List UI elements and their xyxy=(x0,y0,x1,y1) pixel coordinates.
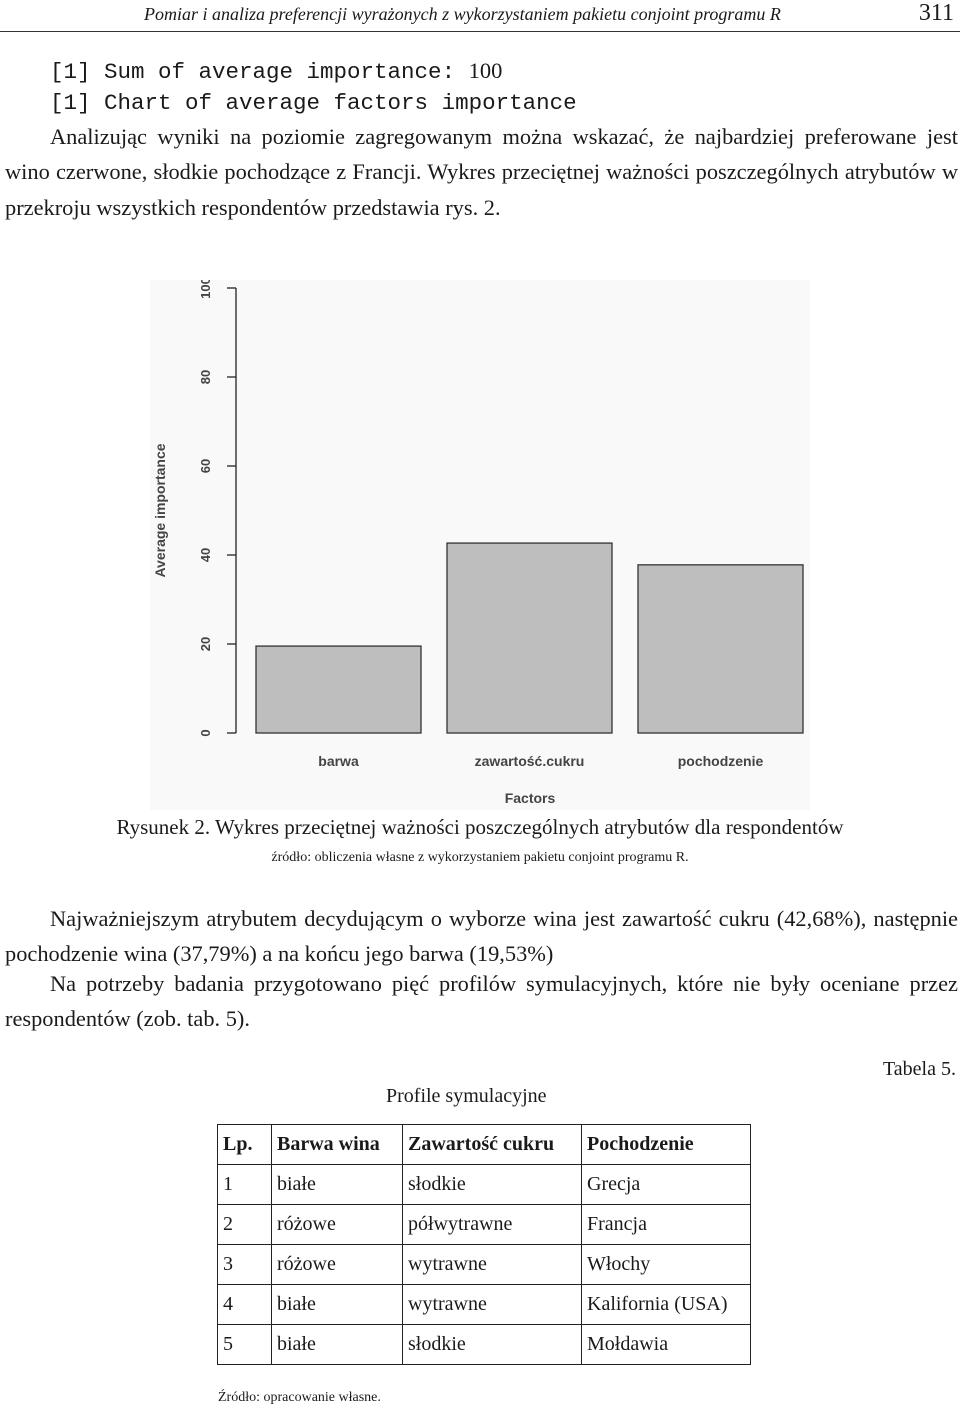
table-row xyxy=(218,1165,751,1205)
bar-1 xyxy=(256,646,421,733)
table-header-row xyxy=(218,1125,751,1165)
y-tick-label: 100 xyxy=(198,280,213,299)
table-cell: Kalifornia (USA) xyxy=(582,1285,751,1325)
running-title: Pomiar i analiza preferencji wyrażonych z wykorzystaniem pakietu conjoint programu R xyxy=(144,4,781,24)
table-row xyxy=(218,1285,751,1325)
y-tick-label: 0 xyxy=(198,729,213,737)
table-cell: białe xyxy=(272,1285,403,1325)
table-row xyxy=(218,1205,751,1245)
importance-chart-svg xyxy=(150,280,810,810)
console-line-sum xyxy=(50,58,502,85)
table-cell: Francja xyxy=(582,1205,751,1245)
x-category-label: barwa xyxy=(318,753,359,769)
paragraph-intro: Analizując wyniki na poziomie zagregowanym można wskazać, że najbardziej preferowane jest wino czerwone, słodkie pochodzące z Francji. Wykres przeciętnej ważności poszczególnych atrybutów w przekroju wszystkich respondentów przedstawia rys. 2. xyxy=(5,124,958,220)
table-cell: 3 xyxy=(218,1245,272,1285)
table-header-cell: Pochodzenie xyxy=(582,1125,751,1165)
page-number: 311 xyxy=(918,0,954,26)
table-cell: wytrawne xyxy=(403,1285,582,1325)
table-label: Tabela 5. xyxy=(882,1058,956,1080)
header-rule xyxy=(0,31,960,32)
importance-chart xyxy=(150,280,810,810)
table-cell: 4 xyxy=(218,1285,272,1325)
table-source: Źródło: opracowanie własne. xyxy=(218,1390,381,1405)
y-axis-title: Average importance xyxy=(152,443,168,578)
table-cell: 1 xyxy=(218,1165,272,1205)
table-cell: słodkie xyxy=(403,1165,582,1205)
y-tick-label: 60 xyxy=(198,458,213,474)
x-category-label: pochodzenie xyxy=(677,753,764,769)
table-header-cell: Lp. xyxy=(218,1125,272,1165)
figure-caption: Rysunek 2. Wykres przeciętnej ważności poszczególnych atrybutów dla respondentów xyxy=(116,815,844,839)
table-cell: Grecja xyxy=(582,1165,751,1205)
paragraph-results: Najważniejszym atrybutem decydującym o wyborze wina jest zawartość cukru (42,68%), następnie pochodzenie wina (37,79%) a na końcu jego barwa (19,53%) xyxy=(5,906,958,967)
table-title: Profile symulacyjne xyxy=(386,1085,547,1107)
y-tick-label: 80 xyxy=(198,369,213,385)
figure-source: źródło: obliczenia własne z wykorzystaniem pakietu conjoint programu R. xyxy=(271,850,689,865)
paragraph-profiles: Na potrzeby badania przygotowano pięć profilów symulacyjnych, które nie były oceniane przez respondentów (zob. tab. 5). xyxy=(5,971,958,1032)
table-row xyxy=(218,1325,751,1365)
table-cell: różowe xyxy=(272,1245,403,1285)
bar-2 xyxy=(447,543,612,733)
console-line-sum-prefix: [1] Sum of average importance: xyxy=(50,59,456,85)
table-cell: 5 xyxy=(218,1325,272,1365)
table-header-cell: Zawartość cukru xyxy=(403,1125,582,1165)
table-cell: białe xyxy=(272,1165,403,1205)
table-cell: Włochy xyxy=(582,1245,751,1285)
x-category-label: zawartość.cukru xyxy=(474,753,585,769)
profiles-table xyxy=(217,1124,751,1365)
table-cell: 2 xyxy=(218,1205,272,1245)
y-tick-label: 20 xyxy=(198,636,213,652)
console-line-sum-value: 100 xyxy=(468,58,503,83)
table-cell: wytrawne xyxy=(403,1245,582,1285)
table-cell: słodkie xyxy=(403,1325,582,1365)
table-header-cell: Barwa wina xyxy=(272,1125,403,1165)
table-cell: Mołdawia xyxy=(582,1325,751,1365)
table-row xyxy=(218,1245,751,1285)
y-tick-label: 40 xyxy=(198,547,213,563)
x-axis-title: Factors xyxy=(504,790,556,806)
bar-3 xyxy=(638,565,803,733)
console-line-chart: [1] Chart of average factors importance xyxy=(50,90,577,116)
running-head xyxy=(0,0,960,32)
table-cell: różowe xyxy=(272,1205,403,1245)
table-cell: półwytrawne xyxy=(403,1205,582,1245)
table-cell: białe xyxy=(272,1325,403,1365)
